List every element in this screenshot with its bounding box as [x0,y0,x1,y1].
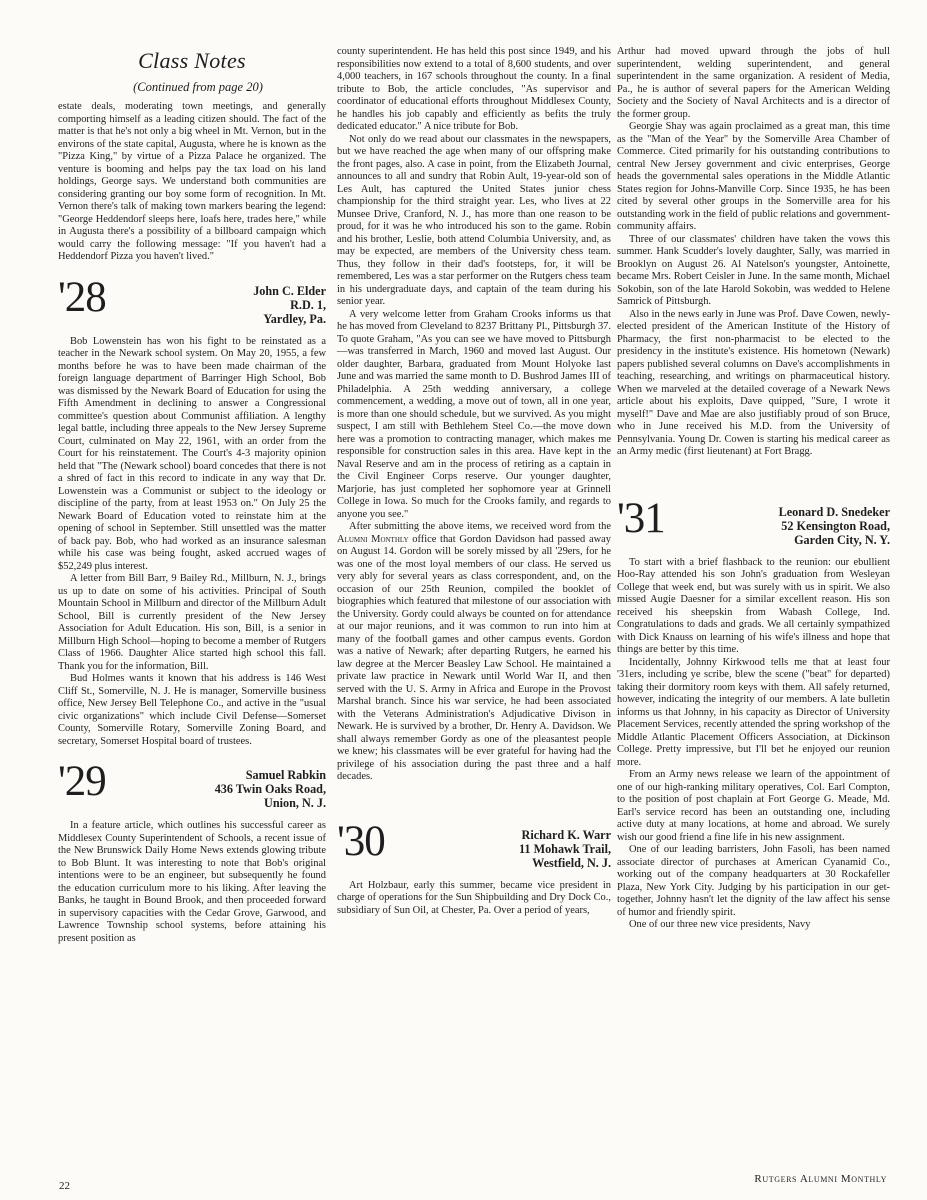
paragraph: Art Holzbaur, early this summer, became vice president in charge of operations for the Sun Shipbuilding and Dry Dock Co., subsidiary of Sun Oil, at Chester, Pa. Over a period of years, [337,879,611,916]
correspondent [519,822,611,870]
paragraph: Three of our classmates' children have taken the vows this summer. Hank Scudder's lovely daughter, Sally, was married in Brooklyn on August 26. Al Natelson's youngster, Antoinette, became Mrs. Robert Ceisler in June. In the same month, Michael Sokobin, son of the late Harold Sokobin, was wedded to Helene Samrick of Pittsburgh. [617,233,890,307]
column-2 [337,46,611,1200]
paragraph: In a feature article, which outlines his successful career as Middlesex County Superintendent of Schools, a recent issue of the New Brunswick Daily Home News extends glowing tribute to Bob Blunt. It was interesting to note that Bob's original intentions were to be an engineer, but subsequently he found the education curriculum more to his liking. After leaving the Banks, he taught in Bound Brook, and then proceeded forward in supervisory capacities with the Cedar Grove, Garwood, and Lawrence Township school systems, before attaining his present position as [58,820,326,944]
class-year: '31 [617,494,665,542]
publication-name: Alumni Monthly [337,533,409,545]
correspondent [215,762,326,810]
class-header-29 [58,758,326,810]
column-1 [58,46,326,1200]
page-title: Class Notes [138,48,246,73]
paragraph: Arthur had moved upward through the jobs of hull superintendent, welding superintendent, and general superintendent in the same organization. A resident of Media, Pa., he is author of several papers for the American Welding Society and the Society of Naval Architects and is a director of the former group. [617,46,890,120]
class-year: '30 [337,817,385,865]
paragraph: One of our leading barristers, John Fasoli, has been named associate director of purchases at American Cyanamid Co., working out of the company headquarters at 30 Rockafeller Plaza, New York City. Judging by his participation in our get-together, Johnny hasn't let the dignity of the law affect his sense of humor and friendly spirit. [617,844,890,918]
class-year: '28 [58,273,106,321]
correspondent [253,278,326,326]
correspondent-city: Yardley, Pa. [263,311,326,326]
column-3 [617,46,890,1200]
paragraph [337,521,611,784]
class-header-30 [337,817,611,870]
correspondent-city: Union, N. J. [264,796,326,810]
running-footer: Rutgers Alumni Monthly [754,1173,887,1185]
correspondent-name: Leonard D. Snedeker [778,504,890,519]
paragraph: Incidentally, Johnny Kirkwood tells me that at least four '31ers, including ye scribe, blew the scene ("beat" for departed) taking their dormitory room keys with them. All safely returned, however, indicating the integrity of our members. A late bulletin informs us that Johnny, in his capacity as Director of University Placement Services, recently attended the spring workshop of the Middle Atlantic Placement Officers Association, at Dickinson College. Pretty impressive, but I'll bet he enjoyed our reunion more. [617,656,890,768]
paragraph: Not only do we read about our classmates in the newspapers, but we have reached the age when many of our offspring make the front pages, also. A case in point, from the Elizabeth Journal, announces to all and sundry that Robin Ault, 19-year-old son of Les Ault, has captured the United States junior chess championship for the third straight year. Les, who lives at 22 Munsee Drive, Cranford, N. J., has more than one reason to be proud, for it was he who introduced his son to the game. Robin and his brother, Leslie, both attend Columbia University, and, as may be expected, are members of the University chess team. Thus, they follow in their dad's footsteps, for, it will be remembered, Les was a star performer on the Rutgers chess team in his undergraduate days, and captain of the team during his senior year. [337,133,611,307]
page-number: 22 [59,1180,70,1192]
paragraph: Georgie Shay was again proclaimed as a great man, this time as the "Man of the Year" by the Somerville Area Chamber of Commerce. Cited primarily for his outstanding contributions to central New Jersey government and civic enterprises, George heads the governmental sales operations in the Middle Atlantic States region for Johns-Manville Corp. Since 1935, he has been cited by several other groups in the Somerville area for his outstanding work in the field of public relations and government-community affairs. [617,121,890,232]
correspondent-name: Richard K. Warr [521,827,611,842]
correspondent-address: R.D. 1, [290,297,326,312]
paragraph: Bob Lowenstein has won his fight to be reinstated as a teacher in the Newark school system. On May 20, 1955, a few months before he was to have been made chairman of the foreign language department of Barringer High School, Bob was dismissed by the Newark Board of Education for using the Fifth Amendment in declining to answer a Congressional committee's question about Communist affiliation. A lengthy legal battle, including three appeals to the New Jersey Supreme Court, culminated on May 22, 1961, with an order from the Court for his reinstatement. The Court's 4-3 majority opinion held that "The (Newark school) board concedes that there is not a shred of fact in this record to indicate in any way that Dr. Lowenstein was a Communist or subject to the ideology or discipline of the party, from at least 1953 on." On July 25 the Newark Board of Education voted to reinstate him at the opening of school in September. Still unsettled was the matter of back pay. Bob, who had worked as an insurance salesman while his case was being fought, asked accrued wages of $52,249 plus interest. [58,335,326,572]
paragraph: Also in the news early in June was Prof. Dave Cowen, newly-elected president of the American Institute of the History of Pharmacy, the first non-pharmacist to be elected to the presidency in the institute's existence. His hometown (Newark) papers published several columns on Dave's accomplishments in teaching, researching, and writings on pharmaceutical history. When we marveled at the detailed coverage of a Newark News article about his exploits, Dave quipped, "Sure, I wrote it myself!" Dave and Mae are also justifiably proud of son Bruce, who in June received his M.D. from the University of Pennsylvania. Young Dr. Cowen is starting his medical career as an Army medic (first lieutenant) at Fort Bragg. [617,308,890,457]
paragraph: One of our three new vice presidents, Navy [629,919,811,930]
paragraph: A very welcome letter from Graham Crooks informs us that he has moved from Cleveland to 8237 Brittany Pl., Pittsburgh 37. To quote Graham, "As you can see we have moved to Pittsburgh—was transferred in March, 1960 and moved last August. Our older daughter, Barbara, graduated from Mount Holyoke last June and was married the same month to D. Bushrod James III of Philadelphia. A 25th wedding anniversary, a college commencement, a wedding, a move out of town, all in one year, is more than one should schedule, but we survived. As you might suspect, I am still with Bethlehem Steel Co.—the move down here was a promotion to contracting manager, which makes me responsible for construction sales in this area. Have kept in the Naval Reserve and am in the process of retiring as a captain in the Civil Engineer Corps reserve. Our younger daughter, Marjorie, has just completed her sophomore year at Grinnell College in Iowa. So much for the Crooks family, and regards to anyone you see." [337,308,611,520]
class-year: '29 [58,758,106,805]
correspondent-address: 52 Kensington Road, [781,518,890,533]
paragraph: Bud Holmes wants it known that his address is 146 West Cliff St., Somerville, N. J. He is manager, Somerville business office, New Jersey Bell Telephone Co., and active in the "usual civic organizations" which include Civil Defense—Somerset County, Somerville Rotary, Somerville Zoning Board, and secretary, Somerset Hospital board of trustees. [58,673,326,747]
paragraph-text: After submitting the above items, we received word from the [349,521,611,532]
correspondent-city: Garden City, N. Y. [794,532,890,547]
correspondent [779,499,890,547]
correspondent-name: John C. Elder [253,283,326,298]
paragraph: From an Army news release we learn of the appointment of one of our high-ranking military operatives, Col. Earl Compton, to the position of post chaplain at Fort George G. Meade, Md. Earl's service record has been an outstanding one, including active duty at many locations, at home and abroad. We surely wish our good friend a fine life in his new assignment. [617,769,890,843]
paragraph: To start with a brief flashback to the reunion: our ebullient Hoo-Ray attended his son John's graduation from Wesleyan College that week end, but was surely with us in spirit. We also missed Augie Daesner for a similar excellent reason. His son received his sheepskin from Wabash College, Ind. Congratulations to dads and grads. We all certainly sympathized with Dick Knauss on learning of his wife's illness and hope that things are better by this time. [617,556,890,655]
paragraph-text: office that Gordon Davidson had passed away on August 14. Gordon will be sorely missed by all '29ers, for he was one of the most loyal members of our class. He served us very ably for several years as class correspondent, and, on the occasion of our 25th Reunion, compiled the booklet of biographies which featured that milestone of our association with the University. Gordy could always be counted on for attendance at our major reunions, and it was common to run into him at many of the football games and other campus events. Gordon was a native of Newark; after departing Rutgers, he earned his law degree at the Mercer Beasley Law School. He maintained a private law practice in Newark until World War II, and then served with the U. S. Army in Africa and Europe in the Provost Marshal branch. Since his war service, he had been associated with the Veterans Administration's Adjudicative Divison in Newark. He is survived by a brother, Dr. Henry A. Davidson. We shall always remember Gordy as one of the pleasantest people we knew; his classmates will be ever grateful for having had the privilege of his association during the past three and a half decades. [337,533,611,782]
correspondent-address: 436 Twin Oaks Road, [214,782,326,796]
paragraph: A letter from Bill Barr, 9 Bailey Rd., Millburn, N. J., brings us up to date on some of his activities. Principal of South Mountain School in Millburn and director of the Millburn Adult School, Bill is currently president of the New Jersey Association for Adult Education. His son, Bill, is a senior in Millburn High School—hoping to become a member of Rutgers Class of 1966. Daughter Alice started high school this fall. Thank you for the information, Bill. [58,573,326,672]
correspondent-name: Samuel Rabkin [245,768,326,782]
correspondent-city: Westfield, N. J. [532,855,611,870]
paragraph: county superintendent. He has held this post since 1949, and his responsibilities now extend to a total of 8,600 students, and over 4,000 teachers, in 167 schools throughout the county. In a final tribute to Bob, the article concludes, "As supervisor and coordinator of educational efforts throughout Middlesex County, he handles his job capably and efficiently as befits the truly dedicated educator." A nice tribute for Bob. [337,46,611,132]
class-header-31 [617,494,890,547]
class-header-28 [58,273,326,326]
continued-note: (Continued from page 20) [133,80,263,94]
paragraph: estate deals, moderating town meetings, and generally comporting himself as a leading citizen should. The fact of the matter is that he's not only a big wheel in Mt. Vernon, but in the environs of the state capital, Augusta, where he is known as the "Pizza King," by virtue of a Pizza Palace he organized. The venture is booming and helps pay the tax load on his land holdings, George says. We understand both communities are considering granting our boy some form of recognition. In Mt. Vernon there's talk of making town markers bearing the legend: "George Heddendorf sleeps here, loafs here, trades here," while in Augusta there's a possibility of a billboard campaign which would carry the following message: "If you haven't had a Heddendorf Pizza you haven't lived." [58,101,326,262]
correspondent-address: 11 Mohawk Trail, [519,841,611,856]
